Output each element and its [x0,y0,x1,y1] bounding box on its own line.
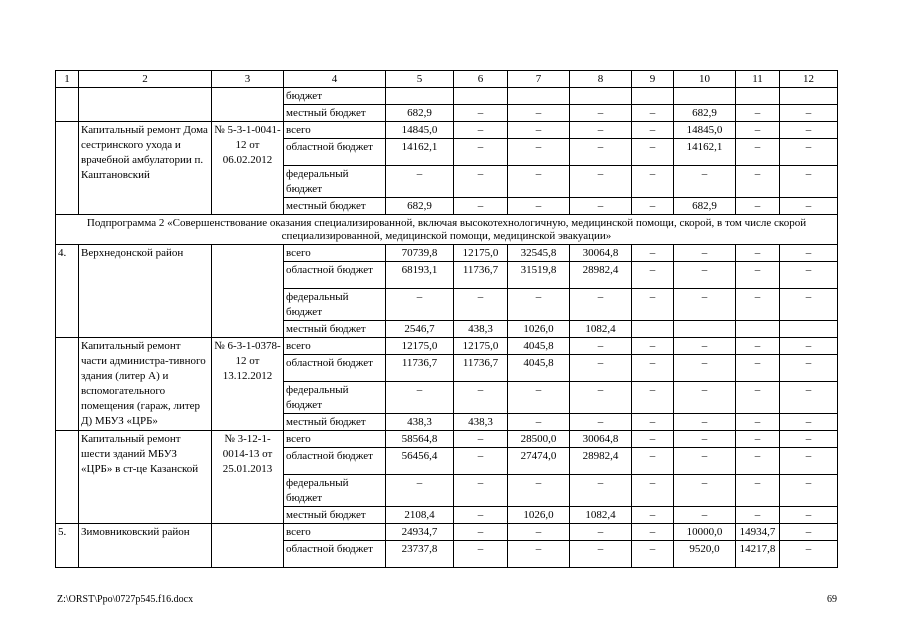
funding-source: местный бюджет [284,105,386,122]
amount-cell: – [454,475,508,507]
amount-cell: – [736,382,780,414]
row-number [56,431,79,524]
amount-cell [454,88,508,105]
amount-cell [780,321,838,338]
amount-cell: – [386,382,454,414]
funding-source: местный бюджет [284,414,386,431]
amount-cell: – [780,414,838,431]
amount-cell: 14217,8 [736,541,780,568]
object-name: Верхнедонской район [79,245,212,338]
funding-source: областной бюджет [284,262,386,289]
amount-cell: – [632,541,674,568]
amount-cell: 10000,0 [674,524,736,541]
expertise-document: № 3-12-1-0014-13 от 25.01.2013 [212,431,284,524]
amount-cell: 14845,0 [674,122,736,139]
amount-cell: 12175,0 [454,338,508,355]
amount-cell: – [632,355,674,382]
amount-cell: – [674,382,736,414]
funding-source: федеральный бюджет [284,166,386,198]
object-name: Капитальный ремонт шести зданий МБУЗ «ЦРБ» в ст-це Казанской [79,431,212,524]
amount-cell: – [674,289,736,321]
amount-cell: – [632,289,674,321]
amount-cell: – [632,105,674,122]
amount-cell: 24934,7 [386,524,454,541]
funding-source: местный бюджет [284,198,386,215]
amount-cell: – [780,507,838,524]
amount-cell: 30064,8 [570,431,632,448]
amount-cell: 32545,8 [508,245,570,262]
amount-cell: – [632,507,674,524]
amount-cell: – [736,198,780,215]
amount-cell: 682,9 [674,105,736,122]
amount-cell: – [780,122,838,139]
expertise-document [212,88,284,122]
amount-cell [780,88,838,105]
amount-cell: – [454,105,508,122]
amount-cell: 438,3 [386,414,454,431]
amount-cell: 682,9 [386,105,454,122]
column-header: 9 [632,71,674,88]
amount-cell: – [454,382,508,414]
table-row [56,88,838,105]
amount-cell: 2546,7 [386,321,454,338]
amount-cell: – [736,166,780,198]
amount-cell: – [454,198,508,215]
amount-cell: – [632,245,674,262]
amount-cell: – [632,338,674,355]
funding-source: федеральный бюджет [284,475,386,507]
amount-cell: 28500,0 [508,431,570,448]
amount-cell: – [508,541,570,568]
amount-cell: – [570,139,632,166]
amount-cell: 1082,4 [570,321,632,338]
amount-cell: – [508,414,570,431]
amount-cell: – [674,414,736,431]
object-name: Капитальный ремонт части администра-тивного здания (литер А) и вспомогательного помещения (гараж, литер Д) МБУЗ «ЦРБ» [79,338,212,431]
amount-cell: – [780,262,838,289]
column-header: 1 [56,71,79,88]
amount-cell: – [454,541,508,568]
amount-cell: – [736,414,780,431]
amount-cell: – [508,382,570,414]
column-header: 6 [454,71,508,88]
amount-cell: – [736,448,780,475]
table-row [56,524,838,541]
amount-cell: – [736,262,780,289]
subprogram-title: Подпрограмма 2 «Совершенствование оказания специализированной, включая высокотехнологичную, медицинской помощи, скорой, в том числе скорой специализированной, медицинской помощи, медицинской эвакуации» [56,215,838,245]
amount-cell: 438,3 [454,321,508,338]
amount-cell: – [674,448,736,475]
funding-source: федеральный бюджет [284,289,386,321]
amount-cell: 27474,0 [508,448,570,475]
amount-cell: – [632,382,674,414]
amount-cell [674,88,736,105]
amount-cell: – [780,245,838,262]
amount-cell [674,321,736,338]
funding-source: областной бюджет [284,448,386,475]
column-header: 8 [570,71,632,88]
amount-cell: – [736,507,780,524]
amount-cell: – [674,262,736,289]
expertise-document: № 6-3-1-0378-12 от 13.12.2012 [212,338,284,431]
amount-cell: – [780,355,838,382]
amount-cell: 31519,8 [508,262,570,289]
amount-cell: 1026,0 [508,321,570,338]
amount-cell: – [674,245,736,262]
amount-cell: 9520,0 [674,541,736,568]
column-header: 12 [780,71,838,88]
amount-cell: – [570,166,632,198]
amount-cell: – [780,448,838,475]
amount-cell: – [508,524,570,541]
amount-cell: 11736,7 [454,262,508,289]
funding-source: всего [284,122,386,139]
amount-cell: 14934,7 [736,524,780,541]
amount-cell: 12175,0 [386,338,454,355]
amount-cell: – [570,524,632,541]
amount-cell: 68193,1 [386,262,454,289]
amount-cell: – [736,475,780,507]
amount-cell [632,321,674,338]
amount-cell: 4045,8 [508,338,570,355]
amount-cell [508,88,570,105]
amount-cell: – [632,431,674,448]
funding-source: областной бюджет [284,355,386,382]
amount-cell: 14162,1 [386,139,454,166]
amount-cell: – [570,105,632,122]
amount-cell: – [736,245,780,262]
amount-cell: – [386,289,454,321]
amount-cell: – [570,198,632,215]
amount-cell: 2108,4 [386,507,454,524]
amount-cell: – [632,524,674,541]
amount-cell: – [736,289,780,321]
amount-cell: – [570,122,632,139]
amount-cell: – [674,475,736,507]
amount-cell [736,321,780,338]
amount-cell: – [674,166,736,198]
table-row [56,431,838,448]
amount-cell: 23737,8 [386,541,454,568]
table-row [56,245,838,262]
amount-cell: – [508,475,570,507]
amount-cell: 682,9 [386,198,454,215]
amount-cell: – [632,139,674,166]
amount-cell [570,88,632,105]
amount-cell: – [508,122,570,139]
funding-source: всего [284,338,386,355]
amount-cell: – [780,475,838,507]
amount-cell: – [632,166,674,198]
amount-cell: 11736,7 [454,355,508,382]
amount-cell: 682,9 [674,198,736,215]
amount-cell: – [454,524,508,541]
amount-cell: – [454,166,508,198]
amount-cell: – [780,338,838,355]
amount-cell: 70739,8 [386,245,454,262]
amount-cell: 438,3 [454,414,508,431]
funding-source: всего [284,524,386,541]
row-number [56,88,79,122]
subprogram-row [56,215,838,245]
amount-cell: – [632,448,674,475]
amount-cell: – [674,507,736,524]
column-header: 3 [212,71,284,88]
amount-cell: 11736,7 [386,355,454,382]
amount-cell: – [508,166,570,198]
footer-file-path: Z:\ORST\Ppo\0727p545.f16.docx [57,594,194,605]
amount-cell: – [508,198,570,215]
amount-cell: 12175,0 [454,245,508,262]
amount-cell: – [674,355,736,382]
column-header: 5 [386,71,454,88]
row-number: 5. [56,524,79,568]
amount-cell: – [780,166,838,198]
amount-cell: – [570,541,632,568]
expertise-document: № 5-3-1-0041-12 от 06.02.2012 [212,122,284,215]
amount-cell: – [454,122,508,139]
amount-cell: – [780,105,838,122]
amount-cell: – [674,431,736,448]
funding-source: областной бюджет [284,139,386,166]
expertise-document [212,245,284,338]
row-number [56,122,79,215]
amount-cell: – [570,289,632,321]
row-number [56,338,79,431]
amount-cell: – [736,338,780,355]
amount-cell [632,88,674,105]
amount-cell: – [570,414,632,431]
amount-cell: – [632,262,674,289]
amount-cell: – [780,289,838,321]
column-header: 4 [284,71,386,88]
amount-cell: 1026,0 [508,507,570,524]
amount-cell: – [454,431,508,448]
amount-cell [386,88,454,105]
funding-source: областной бюджет [284,541,386,568]
amount-cell: – [570,338,632,355]
column-header: 7 [508,71,570,88]
table-row [56,338,838,355]
amount-cell: – [736,122,780,139]
amount-cell: – [632,414,674,431]
column-header: 10 [674,71,736,88]
amount-cell: – [736,105,780,122]
amount-cell: – [632,122,674,139]
column-header: 2 [79,71,212,88]
amount-cell: – [674,338,736,355]
amount-cell: – [780,382,838,414]
table-row [56,122,838,139]
amount-cell: 4045,8 [508,355,570,382]
amount-cell: 14845,0 [386,122,454,139]
amount-cell: – [780,524,838,541]
amount-cell: – [570,355,632,382]
amount-cell: – [454,507,508,524]
object-name: Зимовниковский район [79,524,212,568]
amount-cell [736,88,780,105]
amount-cell: – [780,139,838,166]
amount-cell: – [386,166,454,198]
amount-cell: 28982,4 [570,262,632,289]
amount-cell: 30064,8 [570,245,632,262]
amount-cell: – [780,541,838,568]
amount-cell: – [454,289,508,321]
amount-cell: – [454,448,508,475]
footer-page-number: 69 [827,594,837,605]
amount-cell: – [780,431,838,448]
amount-cell: – [780,198,838,215]
amount-cell: – [508,105,570,122]
amount-cell: – [386,475,454,507]
amount-cell: – [632,198,674,215]
amount-cell: – [632,475,674,507]
amount-cell: 28982,4 [570,448,632,475]
amount-cell: – [454,139,508,166]
amount-cell: – [570,382,632,414]
expertise-document [212,524,284,568]
row-number: 4. [56,245,79,338]
column-header: 11 [736,71,780,88]
amount-cell: 14162,1 [674,139,736,166]
amount-cell: 1082,4 [570,507,632,524]
amount-cell: 58564,8 [386,431,454,448]
funding-source: всего [284,245,386,262]
funding-source: местный бюджет [284,321,386,338]
funding-source: всего [284,431,386,448]
funding-source: бюджет [284,88,386,105]
amount-cell: – [736,431,780,448]
amount-cell: – [508,139,570,166]
budget-table [55,70,838,568]
object-name: Капитальный ремонт Дома сестринского ухода и врачебной амбулатории п. Каштановский [79,122,212,215]
funding-source: местный бюджет [284,507,386,524]
amount-cell: – [570,475,632,507]
amount-cell: – [508,289,570,321]
funding-source: федеральный бюджет [284,382,386,414]
amount-cell: – [736,355,780,382]
table-body [56,71,838,568]
column-number-row [56,71,838,88]
amount-cell: 56456,4 [386,448,454,475]
object-name [79,88,212,122]
amount-cell: – [736,139,780,166]
